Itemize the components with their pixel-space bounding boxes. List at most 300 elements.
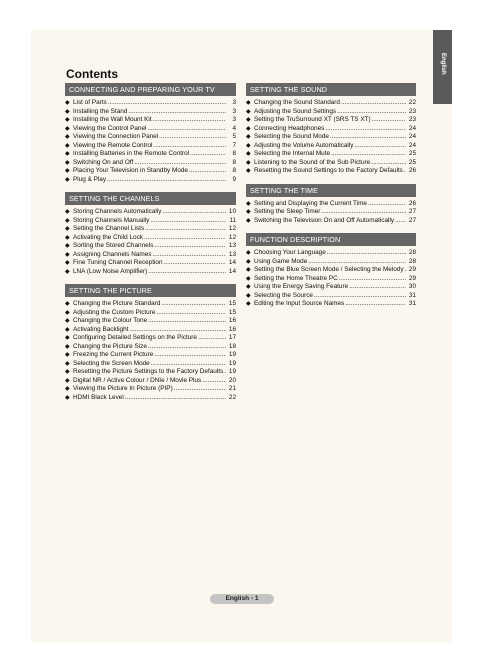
diamond-bullet-icon: ◆ [65, 134, 70, 140]
dot-leader [150, 217, 226, 226]
toc-entry-label: Using Game Mode [254, 257, 308, 265]
toc-entry-text [73, 343, 227, 352]
dot-leader [129, 326, 226, 335]
dot-leader [153, 251, 226, 260]
toc-entry-label: Configuring Detailed Settings on the Picture [73, 334, 197, 341]
toc-entry-page: 9 [232, 175, 236, 183]
language-tab-label: English [440, 53, 446, 75]
dot-leader [202, 377, 226, 386]
toc-entry-label: Viewing the Remote Control [73, 141, 153, 149]
dot-leader [154, 242, 226, 251]
toc-entry[interactable] [246, 150, 416, 159]
toc-entry[interactable] [65, 116, 236, 125]
toc-entry-label: Setting the TruSurround XT (SRS TS XT) [254, 116, 371, 123]
right-column [246, 83, 416, 317]
toc-entry-label: Resetting the Sound Settings to the Factory Defaults [254, 167, 403, 174]
toc-entry[interactable] [65, 351, 236, 360]
toc-entry[interactable] [246, 116, 416, 125]
toc-entry-page: 12 [228, 233, 236, 241]
toc-entry-page: 18 [228, 342, 236, 350]
diamond-bullet-icon: ◆ [246, 168, 251, 174]
diamond-bullet-icon: ◆ [246, 250, 251, 256]
toc-entry[interactable] [246, 167, 416, 176]
toc-entry-label: Fine Tuning Channel Reception [73, 259, 163, 266]
section-connecting-and-preparing-your-tv [65, 83, 236, 184]
toc-entry-label: Changing the Picture Standard [73, 300, 161, 307]
toc-entry-label: Setting the Channel Lists [73, 225, 145, 232]
diamond-bullet-icon: ◆ [65, 268, 70, 275]
toc-entry-label: Connecting Headphones [254, 124, 325, 132]
toc-entry-label: Storing Channels Automatically [73, 208, 162, 215]
dot-leader [147, 125, 226, 134]
toc-entry-page: 8 [232, 158, 236, 166]
diamond-bullet-icon: ◆ [65, 335, 70, 341]
dot-leader [148, 268, 226, 277]
toc-entry-page: 29 [408, 274, 416, 282]
toc-entry-label: Selecting the Internal Mute [254, 150, 331, 157]
diamond-bullet-icon: ◆ [246, 292, 251, 299]
toc-entry[interactable] [65, 150, 236, 159]
toc-entry-label: Selecting the Sound Mode [254, 133, 329, 140]
diamond-bullet-icon: ◆ [65, 209, 70, 215]
dot-leader [198, 334, 226, 343]
toc-entry-page: 15 [228, 308, 236, 316]
toc-entry-label: Assigning Channels Names [73, 250, 152, 258]
toc-entry-page: 13 [228, 242, 236, 249]
dot-leader [395, 217, 406, 226]
toc-entry-text [73, 234, 227, 243]
toc-entry-text [73, 317, 227, 326]
toc-entry[interactable] [65, 242, 236, 251]
toc-entry[interactable] [65, 225, 236, 234]
toc-entry[interactable] [65, 360, 236, 369]
diamond-bullet-icon: ◆ [246, 142, 251, 149]
dot-leader [372, 116, 406, 125]
dot-leader [162, 208, 226, 217]
dot-leader [345, 300, 406, 309]
toc-entry-text [254, 99, 407, 108]
toc-entry-text [73, 217, 227, 226]
toc-entry[interactable] [65, 108, 236, 117]
toc-entry-label: Listening to the Sound of the Sub Picture [254, 158, 371, 166]
dot-leader [164, 259, 226, 268]
toc-entry[interactable] [246, 133, 416, 142]
toc-entry[interactable] [65, 385, 236, 394]
diamond-bullet-icon: ◆ [246, 117, 251, 123]
toc-entry-page: 3 [232, 116, 236, 123]
toc-entry[interactable] [246, 208, 416, 217]
diamond-bullet-icon: ◆ [246, 275, 251, 282]
toc-list [65, 99, 236, 184]
toc-entry-page: 24 [408, 124, 416, 132]
toc-entry[interactable] [65, 309, 236, 318]
dot-leader [190, 150, 226, 159]
toc-list [65, 300, 236, 402]
toc-list [246, 249, 416, 309]
toc-list [246, 200, 416, 226]
toc-entry[interactable] [246, 200, 416, 209]
toc-entry-label: Viewing the Connection Panel [73, 133, 159, 140]
toc-entry-label: List of Parts [73, 99, 107, 106]
toc-entry[interactable] [246, 249, 416, 258]
toc-entry-text [73, 125, 227, 134]
toc-entry-text [73, 108, 227, 117]
toc-entry-page: 21 [228, 385, 236, 392]
left-column [65, 83, 236, 410]
diamond-bullet-icon: ◆ [246, 134, 251, 140]
toc-entry[interactable] [65, 133, 236, 142]
dot-leader [107, 176, 226, 185]
toc-entry-page: 30 [408, 283, 416, 290]
toc-entry[interactable] [65, 159, 236, 168]
toc-entry-text [73, 142, 227, 151]
toc-entry[interactable] [65, 251, 236, 260]
toc-entry-label: Activating the Child Lock [73, 233, 143, 241]
page-number-badge: English - 1 [210, 594, 274, 604]
toc-entry-label: Setting the Sleep Timer [254, 208, 321, 215]
diamond-bullet-icon: ◆ [65, 318, 70, 324]
toc-entry[interactable] [246, 258, 416, 267]
toc-entry-text [254, 217, 407, 226]
diamond-bullet-icon: ◆ [65, 394, 70, 401]
section-heading: CONNECTING AND PREPARING YOUR TV [65, 83, 236, 96]
toc-entry[interactable] [65, 217, 236, 226]
dot-leader [161, 300, 226, 309]
toc-entry-page: 3 [232, 99, 236, 106]
toc-entry-text [254, 133, 407, 142]
toc-entry-text [73, 309, 227, 318]
toc-entry-page: 10 [228, 208, 236, 215]
toc-entry[interactable] [246, 275, 416, 284]
toc-entry-label: Adjusting the Sound Settings [254, 107, 337, 115]
dot-leader [148, 317, 226, 326]
toc-entry-page: 16 [228, 317, 236, 324]
toc-entry[interactable] [65, 343, 236, 352]
toc-entry-text [254, 292, 407, 301]
diamond-bullet-icon: ◆ [246, 284, 251, 290]
diamond-bullet-icon: ◆ [65, 234, 70, 241]
toc-entry-text [254, 258, 407, 267]
dot-leader [189, 167, 226, 176]
toc-entry-page: 25 [408, 150, 416, 157]
toc-entry-text [73, 99, 227, 108]
toc-entry[interactable] [65, 394, 236, 403]
dot-leader [128, 108, 226, 117]
dot-leader [224, 368, 226, 377]
toc-entry-page: 24 [408, 141, 416, 149]
diamond-bullet-icon: ◆ [246, 301, 251, 307]
dot-leader [404, 167, 406, 176]
dot-leader [405, 266, 406, 275]
toc-entry-label: Setting the Home Theatre PC [254, 274, 338, 282]
dot-leader [151, 360, 226, 369]
dot-leader [341, 99, 406, 108]
toc-entry-text [73, 208, 227, 217]
toc-entry-text [73, 394, 227, 403]
section-setting-the-picture [65, 284, 236, 402]
section-heading: SETTING THE TIME [246, 184, 416, 197]
dot-leader [368, 200, 406, 209]
toc-entry-page: 23 [408, 116, 416, 123]
toc-entry[interactable] [246, 266, 416, 275]
toc-entry-label: Digital NR / Active Colour / DNIe / Movie Plus [73, 376, 202, 384]
toc-entry-text [73, 167, 227, 176]
diamond-bullet-icon: ◆ [246, 217, 251, 224]
toc-entry[interactable] [246, 217, 416, 226]
toc-entry[interactable] [65, 259, 236, 268]
toc-entry-label: Installing the Wall Mount Kit [73, 116, 152, 123]
toc-entry-text [254, 283, 407, 292]
toc-entry-label: Adjusting the Volume Automatically [254, 141, 354, 149]
toc-entry-text [73, 334, 227, 343]
toc-entry-page: 13 [228, 250, 236, 258]
toc-entry-text [254, 266, 407, 275]
diamond-bullet-icon: ◆ [65, 251, 70, 258]
toc-entry-label: Changing the Picture Size [73, 342, 147, 350]
toc-entry-label: Resetting the Picture Settings to the Factory Defaults [73, 368, 224, 375]
toc-entry-page: 14 [228, 267, 236, 275]
toc-entry[interactable] [65, 208, 236, 217]
diamond-bullet-icon: ◆ [65, 301, 70, 307]
toc-entry-page: 25 [408, 158, 416, 166]
toc-entry-text [73, 300, 227, 309]
diamond-bullet-icon: ◆ [65, 260, 70, 266]
toc-entry-text [73, 251, 227, 260]
toc-entry-page: 4 [232, 124, 236, 132]
toc-entry-page: 17 [228, 334, 236, 341]
toc-entry-page: 19 [228, 351, 236, 358]
diamond-bullet-icon: ◆ [246, 258, 251, 265]
toc-entry-text [254, 142, 407, 151]
toc-entry[interactable] [65, 326, 236, 335]
diamond-bullet-icon: ◆ [65, 100, 70, 106]
section-heading: FUNCTION DESCRIPTION [246, 233, 416, 246]
dot-leader [325, 125, 406, 134]
toc-entry-text [73, 133, 227, 142]
dot-leader [331, 150, 406, 159]
toc-entry-text [254, 208, 407, 217]
toc-entry[interactable] [246, 99, 416, 108]
toc-entry[interactable] [65, 125, 236, 134]
dot-leader [354, 142, 406, 151]
toc-entry-page: 26 [408, 167, 416, 174]
toc-entry[interactable] [65, 317, 236, 326]
toc-entry-label: Choosing Your Language [254, 249, 326, 256]
dot-leader [125, 394, 226, 403]
dot-leader [330, 133, 406, 142]
toc-entry[interactable] [65, 334, 236, 343]
toc-entry-label: Adjusting the Custom Picture [73, 308, 156, 316]
toc-entry-page: 24 [408, 133, 416, 140]
toc-entry-text [73, 242, 227, 251]
toc-entry-page: 19 [228, 368, 236, 375]
toc-entry-label: Selecting the Source [254, 291, 313, 299]
toc-entry-label: Viewing the Picture In Picture (PIP) [73, 385, 173, 392]
toc-entry-text [73, 326, 227, 335]
toc-entry-label: Installing the Stand [73, 107, 128, 115]
diamond-bullet-icon: ◆ [246, 100, 251, 106]
toc-entry[interactable] [246, 108, 416, 117]
dot-leader [349, 283, 406, 292]
toc-entry-label: Sorting the Stored Channels [73, 242, 154, 249]
dot-leader [145, 225, 226, 234]
toc-entry-page: 26 [408, 199, 416, 207]
dot-leader [159, 133, 226, 142]
toc-entry[interactable] [65, 176, 236, 185]
diamond-bullet-icon: ◆ [65, 159, 70, 166]
toc-entry-page: 20 [228, 376, 236, 384]
dot-leader [337, 108, 406, 117]
toc-entry-text [73, 385, 227, 394]
toc-entry-page: 19 [228, 359, 236, 367]
toc-entry-label: Setting the Blue Screen Mode / Selecting the Melody [254, 266, 404, 273]
toc-entry-page: 27 [408, 208, 416, 215]
dot-leader [308, 258, 406, 267]
toc-entry-page: 14 [228, 259, 236, 266]
toc-entry-label: Plug & Play [73, 175, 107, 183]
toc-entry[interactable] [65, 167, 236, 176]
toc-entry-page: 5 [232, 133, 236, 140]
toc-entry-page: 15 [228, 300, 236, 307]
toc-list [65, 208, 236, 276]
toc-entry-label: Selecting the Screen Mode [73, 359, 150, 367]
diamond-bullet-icon: ◆ [246, 200, 251, 207]
toc-entry-label: Changing the Colour Tone [73, 317, 148, 324]
toc-entry-label: Placing Your Television in Standby Mode [73, 167, 188, 174]
diamond-bullet-icon: ◆ [65, 117, 70, 123]
toc-entry[interactable] [65, 234, 236, 243]
toc-entry-page: 23 [408, 107, 416, 115]
diamond-bullet-icon: ◆ [65, 217, 70, 224]
toc-entry[interactable] [65, 368, 236, 377]
toc-entry[interactable] [65, 300, 236, 309]
diamond-bullet-icon: ◆ [65, 142, 70, 149]
toc-entry[interactable] [65, 268, 236, 277]
dot-leader [174, 385, 226, 394]
diamond-bullet-icon: ◆ [65, 226, 70, 232]
toc-entry-text [254, 200, 407, 209]
toc-entry-text [73, 259, 227, 268]
diamond-bullet-icon: ◆ [65, 151, 70, 157]
toc-entry-label: Activating Backlight [73, 325, 129, 333]
language-tab [433, 30, 452, 104]
toc-entry-text [254, 300, 407, 309]
section-setting-the-time [246, 184, 416, 226]
toc-entry-page: 28 [408, 257, 416, 265]
toc-entry-label: Viewing the Control Panel [73, 124, 147, 132]
toc-entry-page: 11 [229, 216, 236, 224]
diamond-bullet-icon: ◆ [65, 377, 70, 384]
section-setting-the-channels [65, 192, 236, 276]
toc-entry-label: Setting and Displaying the Current Time [254, 199, 367, 207]
toc-entry-text [73, 377, 227, 386]
section-function-description [246, 233, 416, 309]
diamond-bullet-icon: ◆ [246, 151, 251, 157]
toc-entry-label: Freezing the Current Picture [73, 351, 154, 358]
dot-leader [148, 343, 226, 352]
dot-leader [371, 159, 406, 168]
toc-entry-page: 12 [228, 225, 236, 232]
toc-entry[interactable] [65, 99, 236, 108]
section-heading: SETTING THE PICTURE [65, 284, 236, 297]
toc-entry-label: Using the Energy Saving Feature [254, 283, 349, 290]
dot-leader [153, 142, 226, 151]
diamond-bullet-icon: ◆ [65, 352, 70, 358]
section-heading: SETTING THE SOUND [246, 83, 416, 96]
toc-entry-page: 31 [408, 300, 416, 307]
diamond-bullet-icon: ◆ [246, 267, 251, 273]
diamond-bullet-icon: ◆ [65, 326, 70, 333]
toc-entry-page: 8 [232, 167, 236, 174]
dot-leader [153, 116, 226, 125]
dot-leader [108, 99, 226, 108]
dot-leader [321, 208, 406, 217]
toc-entry-text [73, 159, 227, 168]
dot-leader [144, 234, 226, 243]
dot-leader [314, 292, 406, 301]
diamond-bullet-icon: ◆ [65, 360, 70, 367]
toc-entry-text [73, 116, 227, 125]
toc-entry-text [73, 225, 227, 234]
toc-entry-label: Editing the Input Source Names [254, 300, 345, 307]
toc-entry[interactable] [246, 283, 416, 292]
toc-entry-page: 7 [232, 141, 236, 149]
toc-entry[interactable] [246, 159, 416, 168]
toc-entry-page: 16 [228, 325, 236, 333]
toc-entry[interactable] [246, 142, 416, 151]
toc-entry-text [73, 176, 227, 185]
diamond-bullet-icon: ◆ [65, 176, 70, 183]
toc-entry-text [254, 159, 407, 168]
toc-entry-label: Storing Channels Manually [73, 216, 150, 224]
toc-entry[interactable] [65, 377, 236, 386]
diamond-bullet-icon: ◆ [65, 369, 70, 375]
diamond-bullet-icon: ◆ [246, 209, 251, 215]
toc-entry-label: LNA (Low Noise Amplifier) [73, 267, 148, 275]
toc-entry-label: Changing the Sound Standard [254, 99, 340, 106]
dot-leader [327, 249, 406, 258]
toc-entry[interactable] [65, 142, 236, 151]
toc-entry-label: Switching On and Off [73, 158, 134, 166]
diamond-bullet-icon: ◆ [246, 125, 251, 132]
toc-entry-page: 3 [232, 107, 236, 115]
toc-entry-text [73, 360, 227, 369]
toc-entry-text [254, 167, 407, 176]
toc-entry[interactable] [246, 300, 416, 309]
dot-leader [156, 309, 226, 318]
toc-entry-label: HDMI Black Level [73, 393, 124, 401]
toc-entry-label: Installing Batteries in the Remote Control [73, 150, 190, 157]
toc-entry[interactable] [246, 125, 416, 134]
toc-entry-text [254, 116, 407, 125]
toc-entry-label: Switching the Television On and Off Automatically [254, 216, 395, 224]
toc-entry-text [254, 275, 407, 284]
section-heading: SETTING THE CHANNELS [65, 192, 236, 205]
diamond-bullet-icon: ◆ [65, 168, 70, 174]
diamond-bullet-icon: ◆ [246, 159, 251, 166]
diamond-bullet-icon: ◆ [65, 108, 70, 115]
toc-list [246, 99, 416, 176]
toc-entry-text [254, 125, 407, 134]
toc-entry-page: 28 [408, 249, 416, 256]
contents-title: Contents [66, 67, 118, 81]
diamond-bullet-icon: ◆ [65, 125, 70, 132]
toc-entry-text [73, 268, 227, 277]
toc-entry[interactable] [246, 292, 416, 301]
toc-entry-page: 22 [408, 99, 416, 106]
toc-entry-text [73, 150, 227, 159]
diamond-bullet-icon: ◆ [65, 309, 70, 316]
